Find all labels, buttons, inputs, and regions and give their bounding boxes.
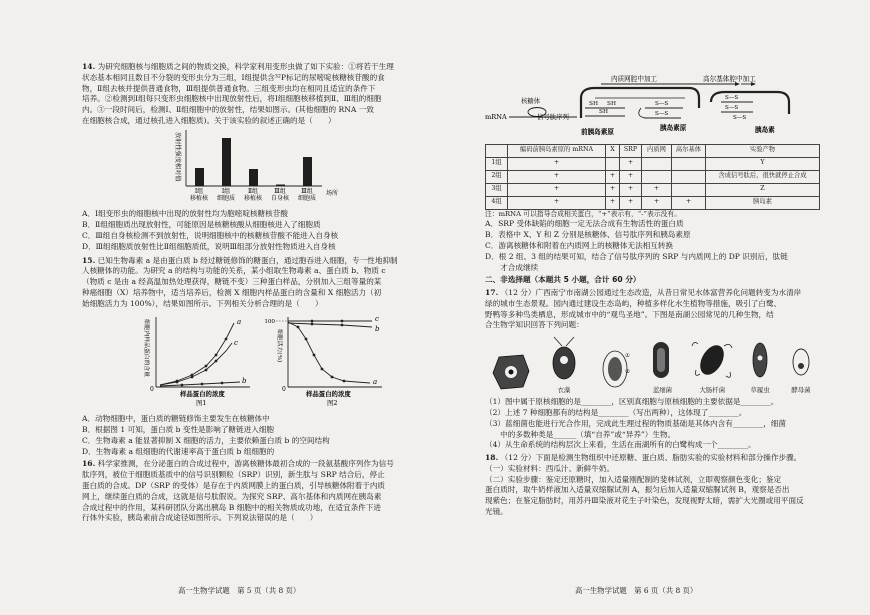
q18-line: 现紫色；在鉴定脂肪时，用苏丹Ⅲ染液对花生子叶染色，发现视野太暗，需扩大光圈或用平面反 bbox=[485, 496, 804, 506]
sh-label-2: SH bbox=[607, 101, 617, 107]
preproinsulin-label: 前胰岛素原 bbox=[581, 128, 614, 136]
table-row bbox=[486, 157, 820, 170]
q15-stem bbox=[82, 256, 427, 310]
table-cell bbox=[672, 170, 706, 183]
q16-option-b: B．表格中 X、Y 和 Z 分别是核糖体、信号肽序列和胰岛素原 bbox=[485, 230, 691, 240]
q16-line: 行体外实验，胰岛素前合成途径如图所示。下列说法错误的是（ ） bbox=[82, 513, 318, 523]
organism-cyanobacteria bbox=[645, 336, 679, 395]
q17-line: 合生物学知识回答下列问题： bbox=[485, 320, 584, 330]
q14-line: 为研究细胞核与细胞质之间的物质交换，科学家利用变形虫做了如下实验：①将若干生理 bbox=[97, 62, 394, 71]
q14-cat-5b: 细胞质 bbox=[297, 194, 317, 202]
organism-label-e-coli: 大肠杆菌 bbox=[699, 386, 726, 395]
q18-line: 光镜。 bbox=[485, 507, 508, 517]
table-header-cell: 高尔基体 bbox=[672, 144, 706, 157]
golgi-label: 高尔基体腔中加工 bbox=[703, 75, 756, 83]
table-cell bbox=[606, 157, 620, 170]
table-cell: + bbox=[620, 183, 642, 196]
q16-option-c: C．游离核糖体和附着在内质网上的核糖体无法相互转换 bbox=[485, 240, 674, 250]
table-row bbox=[486, 170, 820, 183]
ss-bond-3: S—S bbox=[725, 95, 739, 101]
q16-options bbox=[485, 219, 820, 273]
ss-bond-4: S—S bbox=[725, 105, 739, 111]
q15-fig2-curve-b bbox=[288, 323, 372, 327]
table-header-cell: 编码前胰岛素原的 mRNA bbox=[508, 144, 606, 157]
q18-number: 18. bbox=[485, 453, 499, 463]
table-cell: Y bbox=[706, 157, 820, 170]
q14-chart-xlabel: 场所 bbox=[326, 189, 339, 197]
q14-bar-4 bbox=[276, 184, 285, 186]
q14-option-a: A．Ⅰ组变形虫的细胞核中出现的放射性均为胞嘧啶核糖核苷酸 bbox=[82, 209, 288, 219]
q15-option-c: C．生物毒素 a 能显著抑制 X 细胞的活力，主要依赖蛋白质 b 的空间结构 bbox=[82, 435, 330, 445]
right-page-footer: 高一生物学试题 第 6 页（共 8 页） bbox=[575, 586, 698, 595]
ss-bond-1: S—S bbox=[655, 101, 669, 107]
table-cell: + bbox=[642, 183, 672, 196]
q15-fig2-origin: 0 bbox=[282, 385, 286, 393]
q14-cat-1b: 移植核 bbox=[189, 194, 209, 202]
q14-bar-1 bbox=[195, 168, 204, 186]
organism-label-cyanobacteria: 蓝细菌 bbox=[652, 386, 673, 395]
table-cell: + bbox=[508, 183, 606, 196]
q14-cat-3a: Ⅱ组 bbox=[247, 187, 259, 195]
table-cell: + bbox=[508, 157, 606, 170]
table-cell: + bbox=[672, 196, 706, 209]
table-cell: + bbox=[606, 196, 620, 209]
q15-options bbox=[82, 414, 427, 457]
ribosome-label: 核糖体 bbox=[521, 97, 541, 105]
table-cell: + bbox=[508, 170, 606, 183]
q17-line: （12 分）广西南宁市南湖公园通过生态改造，从昔日常见水体富营养化问题转变为水清岸 bbox=[500, 288, 802, 298]
q14-cat-4b: 自身核 bbox=[270, 194, 290, 202]
q15-option-d: D．生物毒素 a 组细胞的代谢速率高于蛋白质 b 组细胞的 bbox=[82, 446, 275, 456]
q15-line: 已知生物毒素 a 是由蛋白质 b 经过糖链修饰的糖蛋白，通过胞吞进入细胞，专一性地抑制 bbox=[97, 255, 398, 265]
q17-subquestions bbox=[485, 397, 820, 451]
organism-paramecium bbox=[745, 336, 775, 395]
q16-option-d-cont: 才合成继续 bbox=[485, 262, 539, 272]
q14-options bbox=[82, 209, 427, 252]
q17-organism-figure bbox=[489, 333, 816, 395]
q17-sub-1: （1）图中属于原核细胞的是________，区别真细胞与原核细胞的主要依据是________。 bbox=[485, 397, 779, 407]
q14-bar-3 bbox=[249, 169, 258, 186]
organism-chlamydomonas bbox=[544, 336, 584, 395]
table-cell: 含成信号肽后，很快就停止合成 bbox=[706, 170, 820, 183]
q14-cat-4a: Ⅲ组 bbox=[274, 187, 286, 195]
table-row bbox=[486, 183, 820, 196]
question-14 bbox=[82, 62, 427, 253]
question-17 bbox=[485, 288, 820, 451]
question-15 bbox=[82, 256, 427, 458]
insulin-synthesis-diagram bbox=[485, 72, 820, 138]
q16-line: 蛋白质的合成。DP（SRP 的受体）是存在于内质网膜上的蛋白质，引导核糖体附着于内质 bbox=[82, 480, 386, 490]
table-header-cell: SRP bbox=[620, 144, 642, 157]
q17-sub-3: （3）蓝细菌也能进行光合作用，完成此生理过程的物质基础是其体内含有________，细菌 bbox=[485, 418, 786, 428]
table-header-cell: X bbox=[606, 144, 620, 157]
q16-experiment-table bbox=[485, 144, 820, 210]
q14-line: 在细胞核合成，通过核孔进入细胞质)。关于该实验的叙述正确的是（ ） bbox=[82, 115, 336, 125]
question-18 bbox=[485, 453, 820, 518]
q15-fig1-xlabel: 样品蛋白的浓度 bbox=[180, 389, 225, 398]
q15-fig2-label-c: c bbox=[375, 314, 379, 323]
q14-bar-chart bbox=[82, 128, 427, 206]
table-cell: Z bbox=[706, 183, 820, 196]
table-note: 注：mRNA 可以指导合成相关蛋白，“+”表示有，“-”表示没有。 bbox=[485, 209, 682, 218]
q14-cat-2a: Ⅰ组 bbox=[221, 187, 231, 195]
q18-line: （二）实验步骤：鉴定还原糖时，加入适量刚配制的斐林试剂，立即观察颜色变化；鉴定 bbox=[485, 474, 782, 484]
table-cell bbox=[642, 170, 672, 183]
organism-yeast bbox=[786, 336, 816, 395]
q14-option-b: B．Ⅱ组细胞质出现放射性，可能原因是核糖核酸从细胞核进入了细胞质 bbox=[82, 220, 321, 230]
table-cell: 3组 bbox=[486, 183, 508, 196]
table-cell: 4组 bbox=[486, 196, 508, 209]
q15-fig2-caption: 图2 bbox=[327, 398, 338, 407]
q14-bar-5 bbox=[303, 157, 312, 186]
q15-fig1-caption: 图1 bbox=[196, 398, 207, 407]
ss-bond-5: S—S bbox=[733, 115, 747, 121]
q17-sub-4: （4）从生命系统的结构层次上来看，生活在南湖所有的白鹭构成一个________。 bbox=[485, 440, 756, 450]
table-cell: + bbox=[606, 170, 620, 183]
q14-chart-ylabel: 放射性强度相对值 bbox=[174, 131, 181, 182]
mrna-label: mRNA bbox=[485, 113, 507, 121]
table-cell: + bbox=[508, 196, 606, 209]
q14-line: 状态基本相同且数目不分裂的变形虫分为三组，Ⅰ组提供含³²P标记的尿嘧啶核糖核苷酸的食 bbox=[82, 72, 385, 82]
q15-fig1-ylabel: 细胞内样品蛋白的含量 bbox=[143, 318, 149, 377]
table-header-cell bbox=[486, 144, 508, 157]
q15-fig2-xlabel: 样品蛋白的浓度 bbox=[306, 389, 351, 398]
right-page bbox=[485, 72, 820, 519]
q16-number: 16. bbox=[82, 459, 96, 469]
q15-figure-1 bbox=[143, 317, 250, 407]
q14-number: 14. bbox=[82, 62, 96, 71]
q14-stem bbox=[82, 62, 427, 127]
question-16 bbox=[82, 459, 427, 524]
table-header-cell: 实验产物 bbox=[706, 144, 820, 157]
q17-line: 绿的城市生态景观。园内通过建设生态岛屿，种植多样化水生植物等措施，吸引了白鹭、 bbox=[485, 298, 782, 308]
svg-text:①: ① bbox=[624, 353, 630, 360]
q15-fig1-origin: 0 bbox=[150, 385, 154, 393]
table-cell: 1组 bbox=[486, 157, 508, 170]
q15-fig1-label-c: c bbox=[234, 338, 238, 347]
q15-fig1-curve-c bbox=[160, 343, 232, 385]
table-row bbox=[486, 196, 820, 209]
organism-label-yeast: 酵母菌 bbox=[791, 386, 811, 395]
q15-option-b: B．根据图 1 可知，蛋白质 b 变性是影响了糖链进入细胞 bbox=[82, 425, 274, 435]
table-cell: + bbox=[606, 183, 620, 196]
table-cell: + bbox=[620, 170, 642, 183]
table-header-row bbox=[486, 144, 820, 157]
sh-label-3: SH bbox=[599, 109, 609, 115]
table-cell bbox=[642, 157, 672, 170]
organism-label-chlamydomonas: 衣藻 bbox=[557, 386, 571, 395]
q16-option-d: D．根 2 组、3 组的结果可知，结合了信号肽序列的 SRP 与内质网上的 DP 识别后，肽链 bbox=[485, 251, 788, 261]
table-cell: + bbox=[620, 157, 642, 170]
left-page-footer: 高一生物学试题 第 5 页（共 8 页） bbox=[178, 586, 301, 595]
sh-label-1: SH bbox=[589, 101, 599, 107]
q15-line: 人核糖体的功能。为研究 a 的结构与功能的关系，某小组取生物毒素 a、蛋白质 b、物质 c bbox=[82, 266, 386, 276]
left-page bbox=[82, 62, 427, 525]
q15-fig2-ytick: 100 bbox=[264, 318, 275, 325]
q15-fig1-label-b: b bbox=[242, 376, 247, 385]
q16-line: 科学家推测，在分泌蛋白的合成过程中，游离核糖体最初合成的一段氨基酸序列作为信号 bbox=[97, 459, 394, 469]
q14-bar-2 bbox=[222, 138, 231, 186]
table-cell: 胰岛素 bbox=[706, 196, 820, 209]
section-2-title: 二、非选择题（本题共 5 小题，合计 60 分） bbox=[485, 275, 641, 285]
q14-cat-1a: Ⅰ组 bbox=[194, 187, 204, 195]
q14-line: 物，Ⅱ组去核并提供普通食物，Ⅲ组提供普通食物。三组变形虫均在相同且适宜的条件下 bbox=[82, 83, 376, 93]
q15-fig2-curve-a bbox=[288, 322, 370, 383]
svg-text:②: ② bbox=[624, 369, 630, 376]
organism-label-paramecium: 草履虫 bbox=[750, 386, 770, 395]
q14-line: 内。③一段时间后，检测Ⅰ、Ⅱ组细胞中的放射性，结果如图示。(其他细胞的 RNA 一致 bbox=[82, 105, 374, 115]
table-cell: 2组 bbox=[486, 170, 508, 183]
q15-line: 始细胞活力为 100%），结果如图所示。下列相关分析合理的是（ ） bbox=[82, 298, 323, 308]
q18-line: 蛋白质时，取牛奶样液加入适量双缩脲试剂 A，振匀后加入适量双缩脲试剂 B，观察是否出 bbox=[485, 485, 790, 495]
insulin-label: 胰岛素 bbox=[755, 126, 775, 134]
q16-stem bbox=[82, 459, 427, 524]
q14-option-d: D．Ⅲ组细胞质放射性比Ⅱ组细胞质低，说明Ⅲ组部分放射性物质进入自身核 bbox=[82, 241, 336, 251]
table-cell: + bbox=[620, 196, 642, 209]
q15-option-a: A．动物细胞中，蛋白质的糖链修饰主要发生在核糖体中 bbox=[82, 414, 270, 424]
q17-sub-2: （2）上述 7 种细胞都有的结构是________（写出两种），这体现了________。 bbox=[485, 408, 747, 418]
q15-fig2-ylabel: 细胞活力(%) bbox=[276, 328, 282, 362]
q14-cat-3b: 移植核 bbox=[243, 194, 263, 202]
q17-sub-3-cont: 中的多数种类是______（填“自养”或“异养”）生物。 bbox=[485, 429, 676, 439]
q15-number: 15. bbox=[82, 255, 96, 265]
organism-plant-cell bbox=[489, 349, 533, 395]
q18-stem bbox=[485, 453, 820, 518]
q16-option-a: A．SRP 受体缺陷的细胞一定无法合成有生物活性的蛋白质 bbox=[485, 219, 684, 229]
q16-line: 肽序列，被位于细胞质基质中的信号识别颗粒（SRP）识别，新生肽与 SRP 结合后，停止 bbox=[82, 470, 385, 480]
q15-figures bbox=[82, 311, 427, 411]
q15-fig2-label-a: a bbox=[373, 377, 378, 386]
q15-fig1-label-a: a bbox=[237, 317, 242, 326]
q17-number: 17. bbox=[485, 288, 499, 298]
table-header-cell: 内质网 bbox=[642, 144, 672, 157]
q18-line: （一）实验材料：西瓜汁、新鲜牛奶。 bbox=[485, 463, 615, 473]
proinsulin-label: 胰岛素原 bbox=[660, 124, 687, 132]
organism-cell-diagram bbox=[595, 345, 635, 395]
table-cell bbox=[672, 183, 706, 196]
signal-peptide-label: 信号肽序列 bbox=[537, 113, 569, 121]
table-cell bbox=[672, 157, 706, 170]
q15-fig2-label-b: b bbox=[375, 324, 380, 333]
table-cell: + bbox=[642, 196, 672, 209]
q14-option-c: C．Ⅲ组自身核检测不到放射性，说明细胞核中的核糖核苷酸不能进入自身核 bbox=[82, 231, 339, 241]
q15-line: （物质 c 是由 a 经高温加热处理获得，糖链不变）三种蛋白样品，分别加入三组等量的某 bbox=[82, 277, 382, 287]
q15-figure-2 bbox=[264, 315, 382, 407]
ss-bond-2: S—S bbox=[655, 111, 669, 117]
q16-line: 网上，继续蛋白质的合成，这就是信号肽假说。为探究 SRP、高尔基体和内质网在胰岛素 bbox=[82, 491, 382, 501]
organism-e-coli bbox=[690, 336, 734, 395]
er-label: 内质网腔中加工 bbox=[611, 75, 658, 83]
q17-stem bbox=[485, 288, 820, 331]
q14-line: 培养。②检测到Ⅰ组每只变形虫细胞核中出现放射性后，将Ⅰ组细胞核移植到Ⅱ、Ⅲ组的细胞 bbox=[82, 94, 382, 104]
q14-cat-5a: Ⅲ组 bbox=[301, 187, 313, 195]
q15-line: 种癌细胞（X）培养物中，适当培养后，检测 X 细胞内样品蛋白的含量和 X 细胞活力（初 bbox=[82, 287, 382, 297]
q18-line: （12 分）下面是检测生物组织中还原糖、蛋白质、脂肪实验的实验材料和部分操作步骤。 bbox=[500, 453, 802, 463]
q14-cat-2b: 细胞质 bbox=[216, 194, 236, 202]
q16-line: 合成过程中的作用，某科研团队分离出胰岛 B 细胞中的相关物质成功地，在适宜条件下进 bbox=[82, 502, 381, 512]
q17-line: 野鸭等多种鸟类栖息，形成城市中的“观鸟圣地”。下图是南湖公园常见的几种生物，结 bbox=[485, 309, 774, 319]
